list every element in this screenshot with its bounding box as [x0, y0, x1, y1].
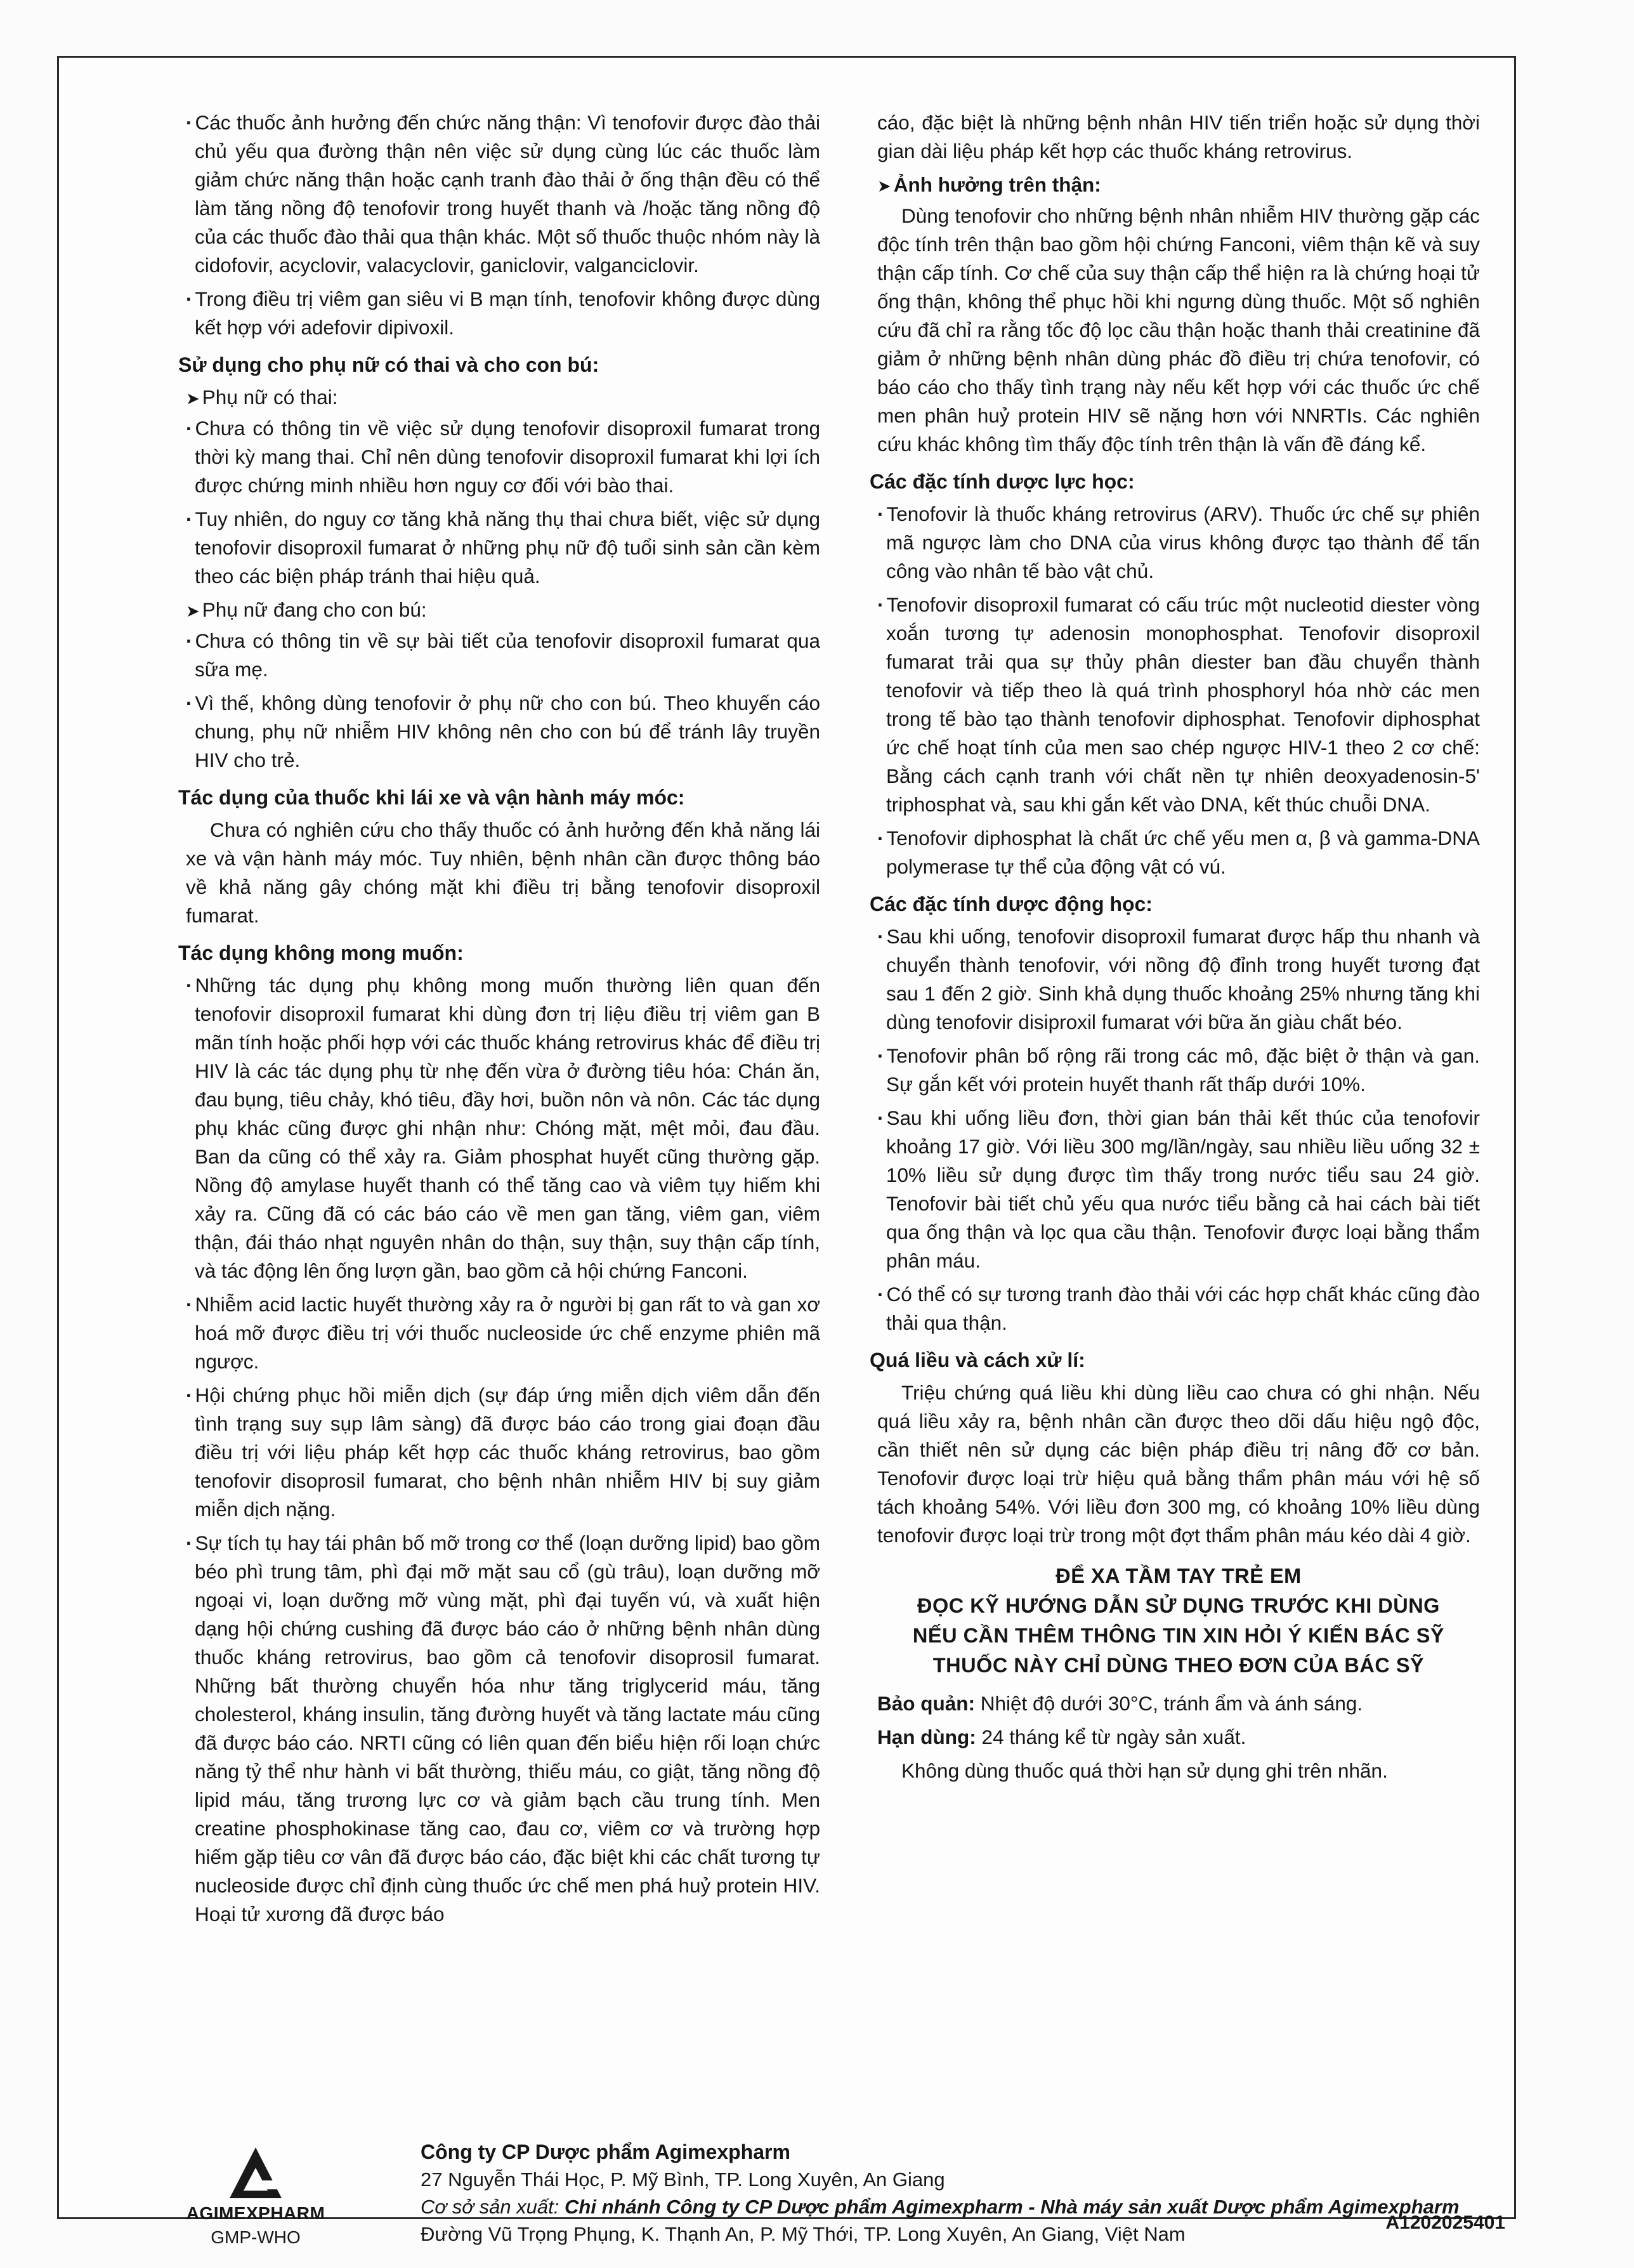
expiry-value: 24 tháng kể từ ngày sản xuất.: [981, 1726, 1246, 1748]
bullet-paragraph: · Tenofovir là thuốc kháng retrovirus (ARV). Thuốc ức chế sự phiên mã ngược làm cho DNA của virus không được tạo thành để tấn công vào nhân tế bào vật chủ.: [877, 500, 1480, 586]
warning-line: ĐỂ XA TẦM TAY TRẺ EM: [1056, 1564, 1302, 1587]
company-logo: [173, 2145, 338, 2248]
bullet-paragraph: · Tuy nhiên, do nguy cơ tăng khả năng thụ thai chưa biết, việc sử dụng tenofovir disoproxil fumarat ở những phụ nữ độ tuổi sinh sản cần kèm theo các biện pháp tránh thai hiệu quả.: [186, 505, 820, 591]
leaflet-sheet: [57, 56, 1516, 2247]
section-heading: Tác dụng không mong muốn:: [178, 941, 464, 964]
warning-line: NẾU CẦN THÊM THÔNG TIN XIN HỎI Ý KIẾN BÁC SỸ: [912, 1624, 1445, 1647]
body-paragraph: Chưa có nghiên cứu cho thấy thuốc có ảnh hưởng đến khả năng lái xe và vận hành máy móc. Tuy nhiên, bệnh nhân cần được thông báo về khả năng gây chóng mặt khi điều trị bằng tenofovir disoproxil fumarat.: [186, 818, 820, 927]
bullet-paragraph: · Trong điều trị viêm gan siêu vi B mạn tính, tenofovir không được dùng kết hợp với adefovir dipivoxil.: [186, 285, 820, 342]
bullet-paragraph: · Tenofovir disoproxil fumarat có cấu trúc một nucleotid diester vòng xoắn tương tự adenosin monophosphat. Tenofovir disoproxil fumarat trải qua sự thủy phân diester ban đầu chuyển thành tenofovir và tiếp theo là quá trình phosphoryl hóa nhờ các men trong tế bào tạo thành tenofovir diphosphat. Tenofovir diphosphat ức chế hoạt tính của men sao chép ngược HIV-1 theo 2 cơ chế: Bằng cách cạnh tranh với chất nền tự nhiên deoxyadenosin-5' triphosphat và, sau khi gắn kết vào DNA, kết thúc chuỗi DNA.: [877, 591, 1480, 819]
expiry-info: [877, 1723, 1480, 1752]
section-heading: Các đặc tính dược động học:: [870, 893, 1153, 915]
bullet-paragraph: · Nhiễm acid lactic huyết thường xảy ra ở người bị gan rất to và gan xơ hoá mỡ được điều trị với thuốc nucleoside ức chế enzyme phiên mã ngược.: [186, 1290, 820, 1376]
expiry-note: Không dùng thuốc quá thời hạn sử dụng ghi trên nhãn.: [901, 1759, 1388, 1782]
bullet-paragraph: · Những tác dụng phụ không mong muốn thường liên quan đến tenofovir disoproxil fumarat khi dùng đơn trị liệu điều trị viêm gan B mãn tính hoặc phối hợp với các thuốc kháng retrovirus khác để điều trị HIV là các tác dụng phụ từ nhẹ đến vừa ở đường tiêu hóa: Chán ăn, đau bụng, tiêu chảy, khó tiêu, đầy hơi, buồn nôn và nôn. Các tác dụng phụ khác cũng được ghi nhận như: Chóng mặt, mệt mỏi, đau đầu. Ban da cũng có thể xảy ra. Giảm phosphat huyết cũng thường gặp. Nồng độ amylase huyết thanh có thể tăng cao và viêm tụy hiếm khi xảy ra. Cũng đã có các báo cáo về men gan tăng, viêm gan, viêm thận, đái tháo nhạt nguyên nhân do thận, suy thận, suy thận cấp tính, và tác động lên ống lượn gần, bao gồm cả hội chứng Fanconi.: [186, 971, 820, 1285]
storage-label: Bảo quản:: [877, 1692, 975, 1715]
subsection-label: ➤ Phụ nữ đang cho con bú:: [186, 596, 820, 626]
bullet-paragraph: · Các thuốc ảnh hưởng đến chức năng thận: Vì tenofovir được đào thải chủ yếu qua đường thận nên việc sử dụng cùng lúc các thuốc làm giảm chức năng thận hoặc cạnh tranh đào thải ở ống thận đều có thể làm tăng nồng độ tenofovir trong huyết thanh và /hoặc tăng nồng độ của các thuốc đào thải qua thận khác. Một số thuốc thuộc nhóm này là cidofovir, acyclovir, valacyclovir, ganiclovir, valganciclovir.: [186, 108, 820, 280]
section-heading: Quá liều và cách xử lí:: [870, 1349, 1085, 1372]
factory-label: Cơ sở sản xuất:: [421, 2196, 559, 2218]
bullet-paragraph: · Vì thế, không dùng tenofovir ở phụ nữ cho con bú. Theo khuyến cáo chung, phụ nữ nhiễm HIV không nên cho con bú để tránh lây truyền HIV cho trẻ.: [186, 689, 820, 775]
factory-address: Đường Vũ Trọng Phụng, K. Thạnh An, P. Mỹ Thới, TP. Long Xuyên, An Giang, Việt Nam: [421, 2223, 1186, 2245]
section-heading: Sử dụng cho phụ nữ có thai và cho con bú:: [178, 353, 599, 376]
document-code: A1202025401: [1385, 2212, 1505, 2233]
right-column: [870, 108, 1480, 1790]
left-column: [178, 108, 820, 1934]
brand-name: AGIMEXPHARM: [186, 2203, 325, 2223]
company-address: 27 Nguyễn Thái Học, P. Mỹ Bình, TP. Long Xuyên, An Giang: [421, 2168, 945, 2191]
section-heading: Tác dụng của thuốc khi lái xe và vận hành máy móc:: [178, 786, 685, 809]
bullet-paragraph: · Chưa có thông tin về sự bài tiết của tenofovir disoproxil fumarat qua sữa mẹ.: [186, 627, 820, 684]
warning-line: THUỐC NÀY CHỈ DÙNG THEO ĐƠN CỦA BÁC SỸ: [932, 1654, 1425, 1677]
company-info: [421, 2139, 1460, 2248]
storage-info: [877, 1689, 1480, 1718]
storage-value: Nhiệt độ dưới 30°C, tránh ẩm và ánh sáng.: [980, 1692, 1363, 1715]
bullet-paragraph: · Tenofovir phân bố rộng rãi trong các mô, đặc biệt ở thận và gan. Sự gắn kết với protein huyết thanh rất thấp dưới 10%.: [877, 1042, 1480, 1099]
body-paragraph: Triệu chứng quá liều khi dùng liều cao chưa có ghi nhận. Nếu quá liều xảy ra, bệnh nhân cần được theo dõi dấu hiệu ngộ độc, cần thiết nên sử dụng các biện pháp điều trị nâng đỡ cơ bản. Tenofovir được loại trừ hiệu quả bằng thẩm phân máu với hệ số tách khoảng 54%. Với liều đơn 300 mg, có khoảng 10% liều dùng tenofovir được loại trừ trong một đợt thẩm phân máu kéo dài 4 giờ.: [877, 1381, 1480, 1547]
right-column-body: [870, 108, 1480, 1550]
company-name: Công ty CP Dược phẩm Agimexpharm: [421, 2140, 790, 2163]
body-paragraph: Dùng tenofovir cho những bệnh nhân nhiễm HIV thường gặp các độc tính trên thận bao gồm hội chứng Fanconi, viêm thận kẽ và suy thận cấp tính. Cơ chế của suy thận cấp thể hiện ra là chứng hoại tử ống thận, không thể phục hồi khi ngưng dùng thuốc. Một số nghiên cứu đã chỉ ra rằng tốc độ lọc cầu thận hoặc thanh thải creatinine đã giảm ở những bệnh nhân dùng phác đồ điều trị chứa tenofovir, có báo cáo cho thấy tình trạng này nếu kết hợp với các thuốc ức chế men phân huỷ protein HIV sẽ nặng hơn với NNRTIs. Các nghiên cứu khác không tìm thấy độc tính trên thận là vấn đề đáng kể.: [877, 204, 1480, 456]
bullet-paragraph: · Có thể có sự tương tranh đào thải với các hợp chất khác cũng đào thải qua thận.: [877, 1280, 1480, 1337]
warning-block: [877, 1561, 1480, 1681]
footer: [186, 2139, 1505, 2247]
bullet-paragraph: · Sau khi uống, tenofovir disoproxil fumarat được hấp thu nhanh và chuyển thành tenofovir, với nồng độ đỉnh trong huyết tương đạt sau 1 đến 2 giờ. Sinh khả dụng thuốc khoảng 25% nhưng tăng khi dùng tenofovir disiproxil fumarat với bữa ăn giàu chất béo.: [877, 922, 1480, 1037]
bullet-paragraph: · Sau khi uống liều đơn, thời gian bán thải kết thúc của tenofovir khoảng 17 giờ. Với liều 300 mg/lần/ngày, sau nhiều liều uống 32 ± 10% liều sử dụng được tìm thấy trong nước tiểu sau 24 giờ. Tenofovir bài tiết chủ yếu qua nước tiểu bằng cả hai cách bài tiết qua ống thận và lọc qua cầu thận. Tenofovir được loại bằng thẩm phân máu.: [877, 1104, 1480, 1275]
bullet-paragraph: · Sự tích tụ hay tái phân bố mỡ trong cơ thể (loạn dưỡng lipid) bao gồm béo phì trung tâm, phì đại mỡ mặt sau cổ (gù trâu), loạn dưỡng mỡ ngoại vi, loạn dưỡng mỡ vùng mặt, phì đại tuyến vú, và xuất hiện dạng hội chứng cushing đã được báo cáo ở những bệnh nhân dùng thuốc kháng retrovirus, bao gồm cả tenofovir disoprosil fumarat. Những bất thường chuyển hóa như tăng triglycerid máu, tăng cholesterol, kháng insulin, tăng đường huyết và tăng lactate máu cũng đã được báo cáo. NRTI cũng có liên quan đến biểu hiện rối loạn chức năng tỷ thể như hành vi bất thường, thiếu máu, co giật, tăng nồng độ lipid máu, tăng trương lực cơ và giảm bạch cầu trung tính. Men creatine phosphokinase tăng cao, đau cơ, viêm cơ và trường hợp hiếm gặp tiêu cơ vân đã được báo cáo, đặc biệt khi các chất tương tự nucleoside được chỉ định cùng thuốc ức chế men phá huỷ protein HIV. Hoại tử xương đã được báo: [186, 1529, 820, 1929]
section-heading: Các đặc tính dược lực học:: [870, 470, 1135, 493]
subsection-label: ➤ Phụ nữ có thai:: [186, 383, 820, 413]
subsection-heading: ➤ Ảnh hưởng trên thận:: [877, 171, 1480, 200]
bullet-paragraph: · Hội chứng phục hồi miễn dịch (sự đáp ứng miễn dịch viêm dẫn đến tình trạng suy sụp lâm sàng) đã được báo cáo trong giai đoạn đầu điều trị với liệu pháp kết hợp các thuốc kháng retrovirus, bao gồm tenofovir disoprosil fumarat, cho bệnh nhân nhiễm HIV bị suy giảm miễn dịch nặng.: [186, 1381, 820, 1524]
bullet-paragraph: · Chưa có thông tin về việc sử dụng tenofovir disoproxil fumarat trong thời kỳ mang thai. Chỉ nên dùng tenofovir disoproxil fumarat khi lợi ích được chứng minh nhiều hơn nguy cơ đối với bào thai.: [186, 414, 820, 500]
agimexpharm-logo-icon: [227, 2145, 284, 2202]
continued-paragraph: cáo, đặc biệt là những bệnh nhân HIV tiến triển hoặc sử dụng thời gian dài liệu pháp kết hợp các thuốc kháng retrovirus.: [877, 111, 1480, 162]
gmp-certification: GMP-WHO: [211, 2227, 301, 2247]
warning-line: ĐỌC KỸ HƯỚNG DẪN SỬ DỤNG TRƯỚC KHI DÙNG: [917, 1594, 1440, 1617]
bullet-paragraph: · Tenofovir diphosphat là chất ức chế yếu men α, β và gamma-DNA polymerase tự thể của động vật có vú.: [877, 824, 1480, 881]
factory-name: Chi nhánh Công ty CP Dược phẩm Agimexpharm - Nhà máy sản xuất Dược phẩm Agimexpharm: [565, 2196, 1460, 2218]
expiry-label: Hạn dùng:: [877, 1726, 976, 1748]
